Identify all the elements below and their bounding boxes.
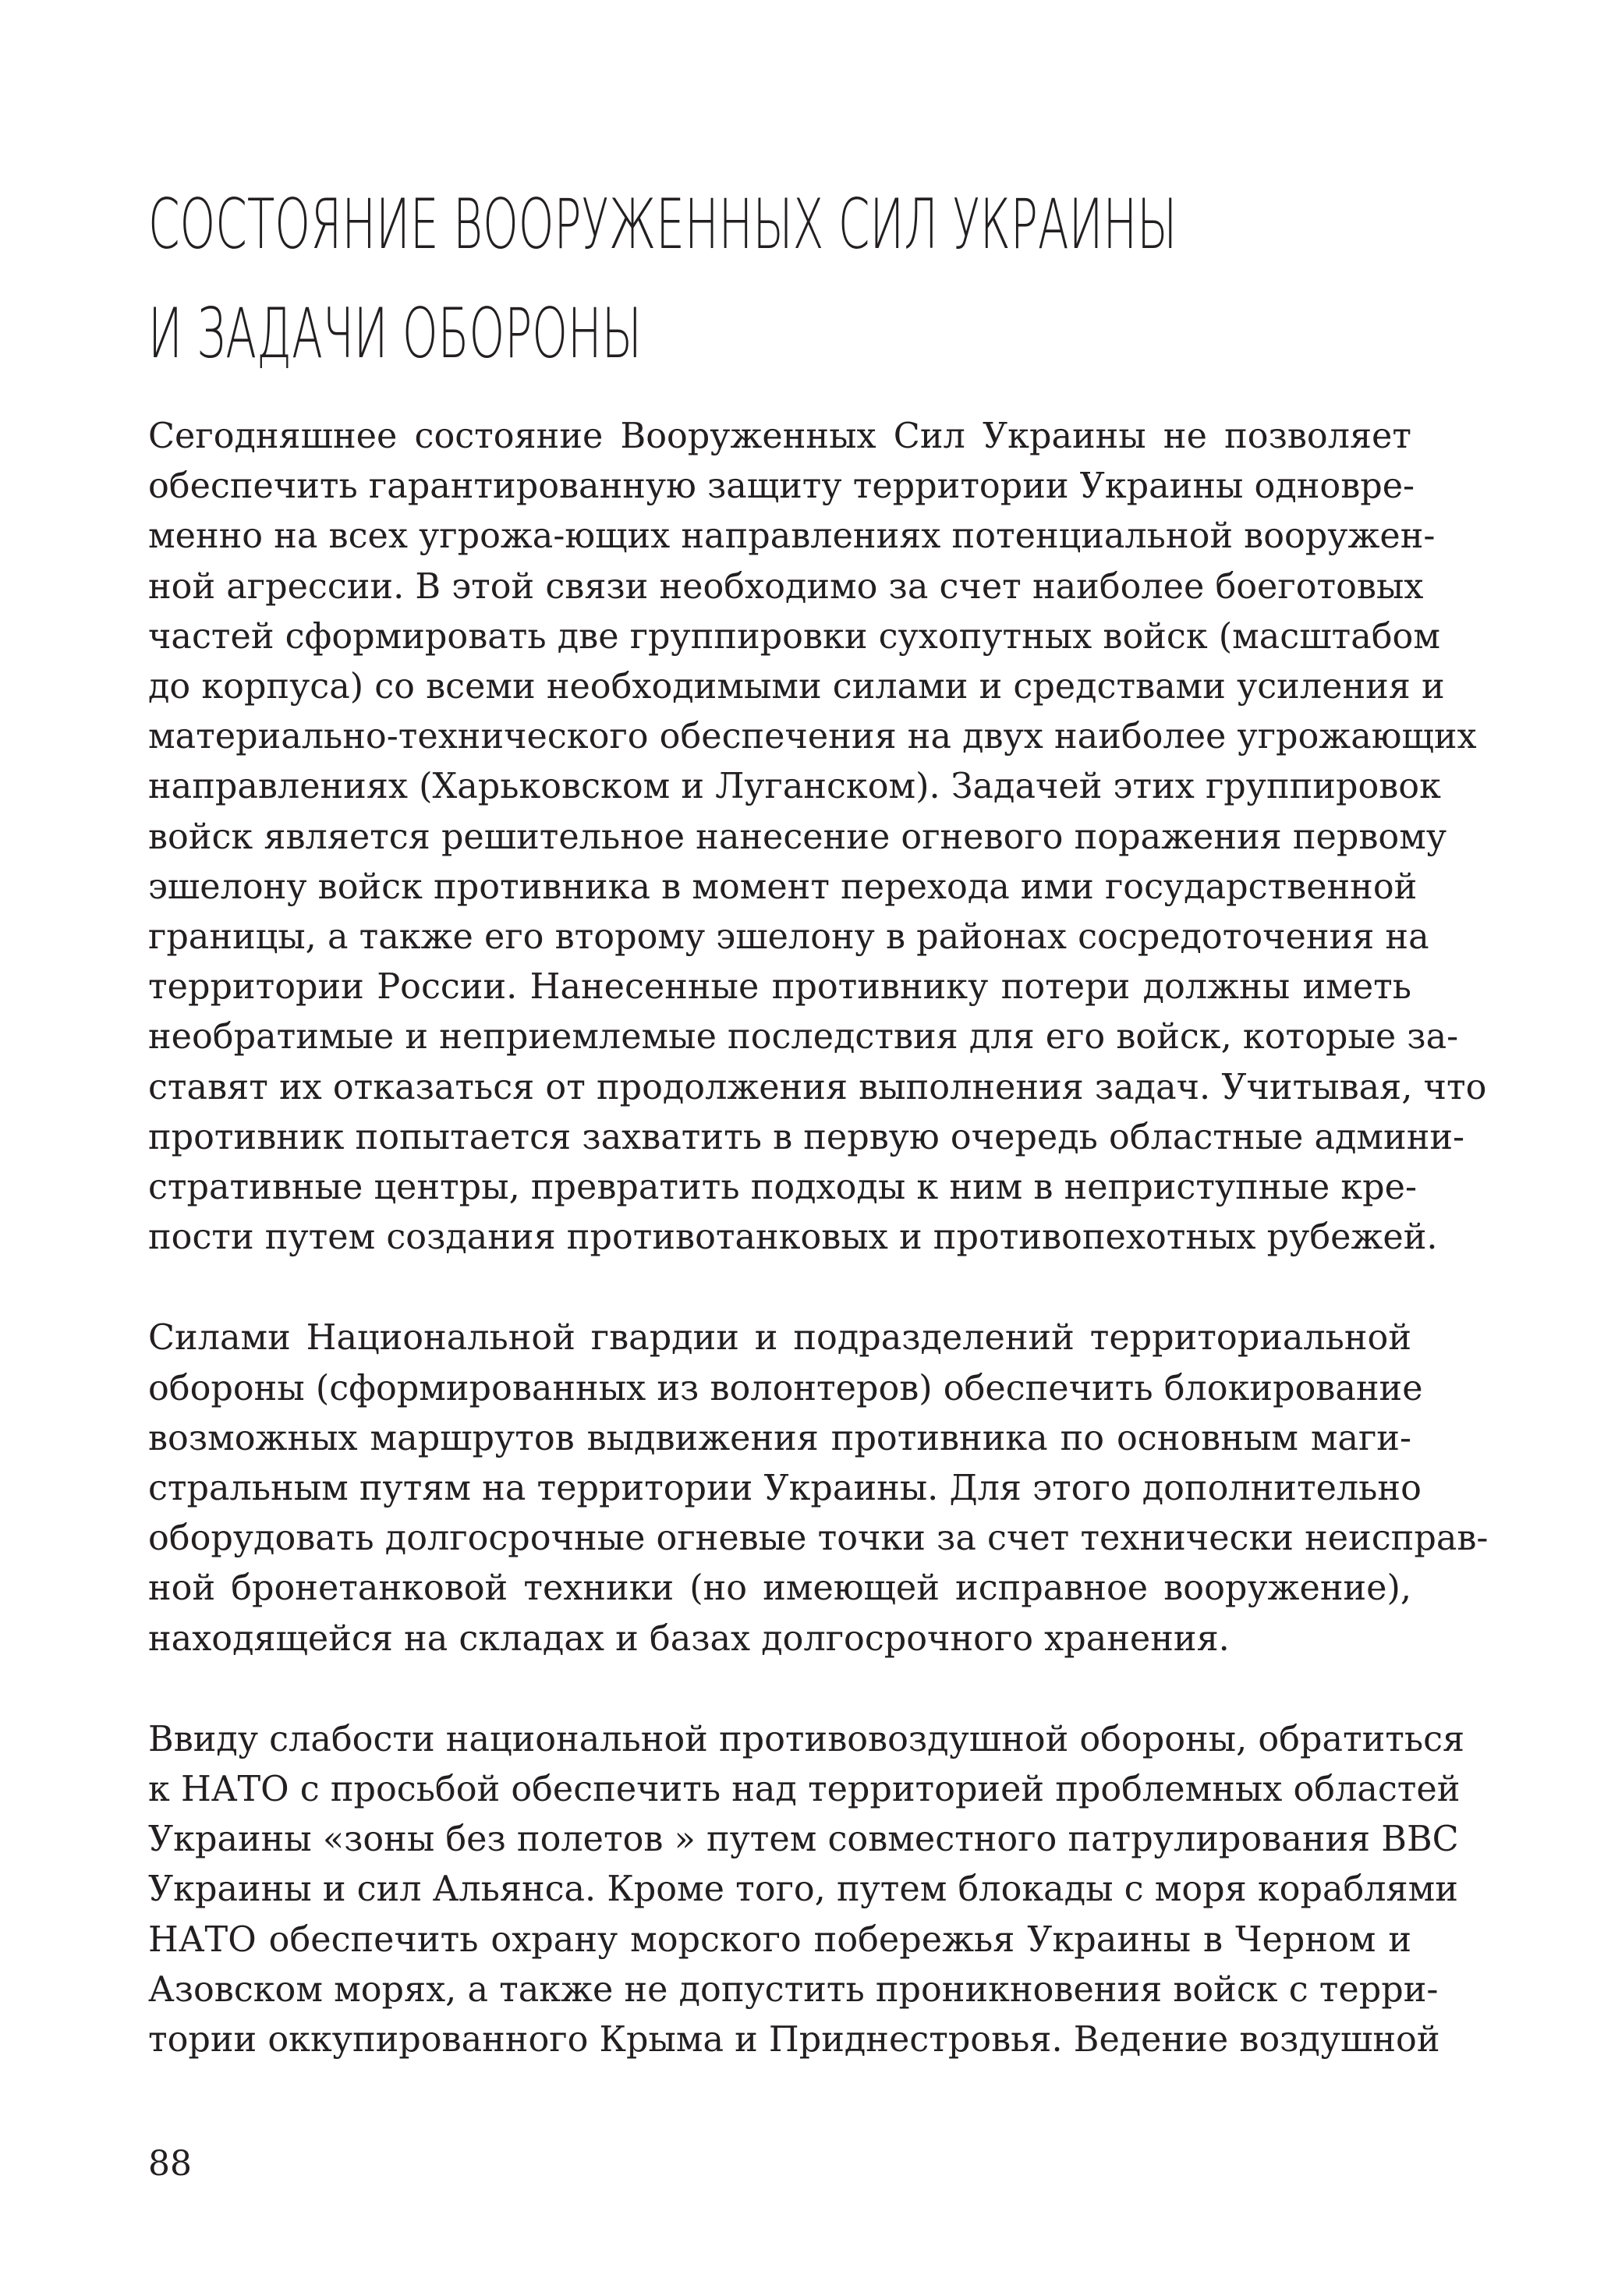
text-line: Азовском морях, а также не допустить проникновения войск с терри- — [148, 1969, 1439, 2010]
paragraph — [148, 1715, 1465, 2065]
text-line: ной агрессии. В этой связи необходимо за счет наиболее боеготовых — [148, 566, 1424, 607]
text-line: направлениях (Харьковском и Луганском). Задачей этих группировок — [148, 767, 1441, 807]
text-line: ставят их отказаться от продолжения выполнения задач. Учитывая, что — [148, 1067, 1487, 1107]
text-line: Украины «зоны без полетов » путем совместного патрулирования ВВС — [148, 1819, 1459, 1860]
text-line: материально-технического обеспечения на двух наиболее угрожающих — [148, 717, 1477, 757]
text-line: противник попытается захватить в первую очередь областные админи- — [148, 1117, 1465, 1157]
paragraph — [148, 1313, 1489, 1664]
text-line: войск является решительное нанесение огневого поражения первому — [148, 817, 1447, 857]
body-text — [148, 412, 1489, 2065]
text-line: возможных маршрутов выдвижения противника по основным маги- — [148, 1418, 1411, 1458]
text-line: ной бронетанковой техники (но имеющей исправное вооружение), — [148, 1568, 1411, 1609]
text-line: эшелону войск противника в момент перехода ими государственной — [148, 866, 1418, 907]
text-line: стративные центры, превратить подходы к ним в неприступные кре- — [148, 1167, 1418, 1208]
text-line: Украины и сил Альянса. Кроме того, путем блокады с моря кораблями — [148, 1869, 1458, 1910]
text-line: оборудовать долгосрочные огневые точки за счет технически неиспрaв- — [148, 1518, 1489, 1559]
text-line: территории России. Нанесенные противнику потери должны иметь — [148, 967, 1411, 1008]
text-line: тории оккупированного Крыма и Приднестровья. Ведение воздушной — [148, 2020, 1440, 2060]
paragraph — [148, 412, 1487, 1263]
text-line: Силами Национальной гвардии и подразделений территориальной — [148, 1318, 1411, 1359]
text-line: находящейся на складах и базах долгосрочного хранения. — [148, 1618, 1230, 1659]
text-line: до корпуса) со всеми необходимыми силами и средствами усиления и — [148, 667, 1445, 707]
text-line: необратимые и неприемлемые последствия для его войск, которые за- — [148, 1017, 1459, 1058]
page-number: 88 — [148, 2144, 192, 2184]
text-line: НАТО обеспечить охрану морского побережья Украины в Черном и — [148, 1919, 1411, 1960]
chapter-title — [148, 170, 1177, 388]
text-line: обороны (сформированных из волонтеров) обеспечить блокирование — [148, 1368, 1423, 1408]
text-line: границы, а также его второму эшелону в районах сосредоточения на — [148, 917, 1429, 958]
text-line: менно на всех угрожа-ющих направлениях потенциальной вооружен- — [148, 516, 1436, 557]
text-line: к НАТО с просьбой обеспечить над территорией проблемных областей — [148, 1770, 1461, 1810]
text-line: Сегодняшнее состояние Вооруженных Сил Украины не позволяет — [148, 416, 1411, 456]
text-line: частей сформировать две группировки сухопутных войск (масштабом — [148, 616, 1440, 657]
text-line: обеспечить гарантированную защиту территории Украины одновре- — [148, 466, 1415, 507]
text-line: стральным путям на территории Украины. Для этого дополнительно — [148, 1469, 1422, 1509]
chapter-title-line: И ЗАДАЧИ ОБОРОНЫ — [148, 293, 642, 374]
text-line: пости путем создания противотанковых и противопехотных рубежей. — [148, 1217, 1438, 1258]
chapter-title-line: СОСТОЯНИЕ ВООРУЖЕННЫХ СИЛ УКРАИНЫ — [148, 184, 1177, 264]
text-line: Ввиду слабости национальной противовоздушной обороны, обратиться — [148, 1719, 1465, 1759]
